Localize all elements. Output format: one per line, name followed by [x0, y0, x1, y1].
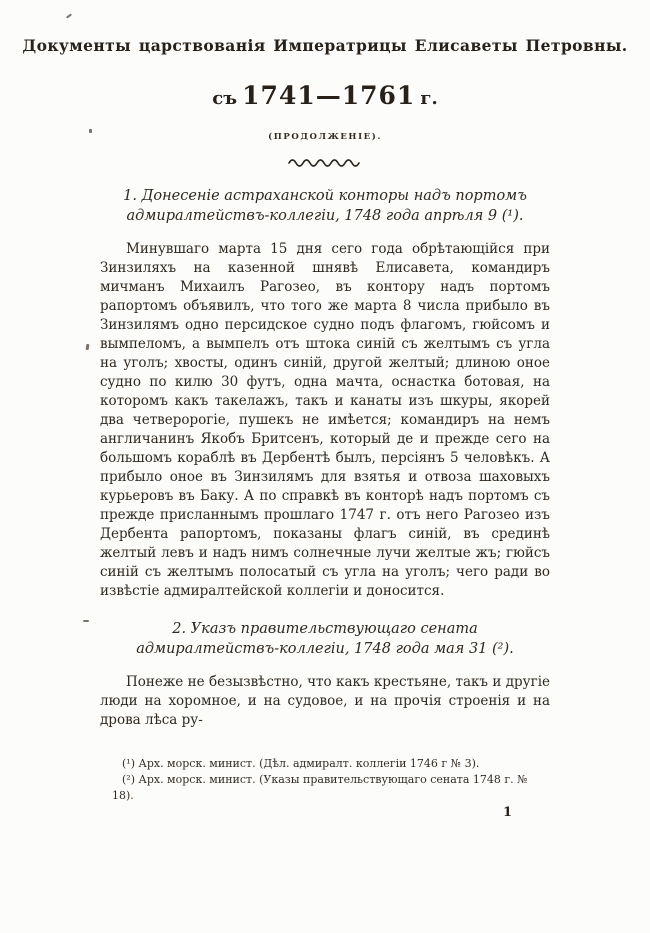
- section-2-heading: 2. Указъ правительствующаго сената адмиралтействъ-коллегіи, 1748 года мая 31 (²).: [136, 621, 514, 657]
- continuation-note: (ПРОДОЛЖЕНІЕ).: [268, 132, 382, 142]
- page-number: 1: [502, 805, 512, 820]
- page-header: [0, 36, 650, 168]
- document-title: Документы царствованія Императрицы Елисаветы Петровны.: [22, 36, 628, 55]
- section-2: [0, 619, 650, 730]
- section-1-body: Минувшаго марта 15 дня сего года обрѣтающійся при Зинзиляхъ на казенной шнявѣ Елисавета, командиръ мичманъ Михаилъ Рагозео, въ контору надъ портомъ рапортомъ объявилъ, что того же марта 8 числа прибыло въ Зинзилямъ одно персидское судно подъ флагомъ, гюйсомъ и вымпеломъ, а вымпелъ отъ штока синій съ желтымъ съ угла на уголъ; хвосты, одинъ синій, другой желтый; длиною оное судно по килю 30 футъ, одна мачта, оснастка ботовая, на которомъ какъ такелажъ, такъ и канаты изъ шкуры, якорей два четверорогіе, пушекъ не имѣется; командиръ на немъ англичанинъ Якобъ Бритсенъ, который де и прежде сего на большомъ кораблѣ въ Дербентѣ былъ, персіянъ 5 человѣкъ. А прибыло оное въ Зинзилямъ для взятья и отвоза шаховыхъ курьеровъ въ Баку. А по справкѣ въ конторѣ надъ портомъ съ прежде присланнымъ прошлаго 1747 г. отъ него Рагозео изъ Дербента рапортомъ, показаны флагъ синій, въ срединѣ желтый левъ и надъ нимъ солнечные лучи желтые жъ; гюйсъ синій съ желтымъ полосатый съ угла на уголъ; чего ради во извѣстіе адмиралтейской коллегіи и доносится.: [100, 241, 550, 599]
- scan-artifact: [89, 129, 92, 133]
- section-2-body: Понеже не безызвѣстно, что какъ крестьяне, такъ и другіе люди на хоромное, и на судовое, и на прочія строенія и на дрова лѣса ру-: [100, 674, 550, 728]
- scan-artifact: [83, 620, 89, 622]
- date-range: [0, 81, 650, 110]
- footnote-2: (²) Арх. морск. минист. (Указы правительствующаго сената 1748 г. № 18).: [112, 773, 528, 802]
- date-range-suffix: г.: [420, 88, 438, 109]
- scan-artifact: [66, 13, 72, 18]
- section-1-heading: 1. Донесеніе астраханской конторы надъ портомъ адмиралтействъ-коллегіи, 1748 года апрѣля 9 (¹).: [123, 188, 527, 224]
- date-range-prefix: съ: [212, 88, 238, 109]
- footnote-1: (¹) Арх. морск. минист. (Дѣл. адмиралт. коллегіи 1746 г № 3).: [122, 757, 480, 770]
- date-range-years: 1741—1761: [242, 81, 416, 110]
- footnotes-block: [112, 756, 532, 804]
- wavy-divider-ornament: [0, 156, 650, 168]
- section-1: [0, 186, 650, 601]
